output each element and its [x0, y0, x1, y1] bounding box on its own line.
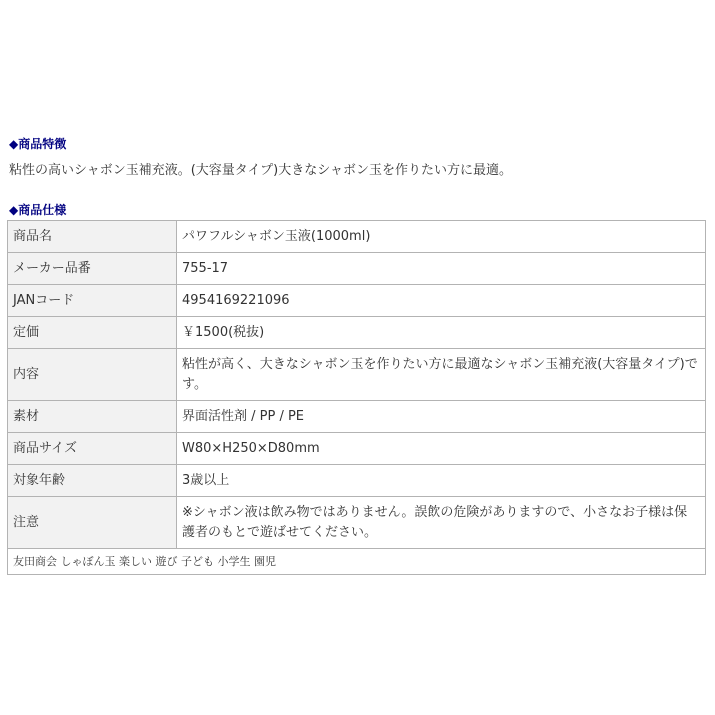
- table-row: [8, 253, 706, 285]
- spec-value-maker-part-number: 755-17: [177, 253, 706, 285]
- spec-label-contents: 内容: [8, 349, 177, 401]
- spec-value-caution: ※シャボン液は飲み物ではありません。誤飲の危険がありますので、小さなお子様は保護者のもとで遊ばせてください。: [177, 497, 706, 549]
- spec-label-jan-code: JANコード: [8, 285, 177, 317]
- spec-value-jan-code: 4954169221096: [177, 285, 706, 317]
- spec-value-product-name: パワフルシャボン玉液(1000ml): [177, 221, 706, 253]
- table-row: [8, 549, 706, 575]
- table-row: [8, 465, 706, 497]
- spec-label-material: 素材: [8, 401, 177, 433]
- spec-value-contents: 粘性が高く、大きなシャボン玉を作りたい方に最適なシャボン玉補充液(大容量タイプ)です。: [177, 349, 706, 401]
- specs-heading: ◆商品仕様: [9, 203, 67, 217]
- spec-value-product-size: W80×H250×D80mm: [177, 433, 706, 465]
- spec-label-list-price: 定価: [8, 317, 177, 349]
- features-description: 粘性の高いシャボン玉補充液。(大容量タイプ)大きなシャボン玉を作りたい方に最適。: [9, 163, 512, 178]
- spec-value-list-price: ￥1500(税抜): [177, 317, 706, 349]
- table-row: [8, 433, 706, 465]
- features-heading: ◆商品特徴: [9, 137, 67, 151]
- table-row: [8, 349, 706, 401]
- spec-table: [7, 220, 706, 575]
- table-row: [8, 285, 706, 317]
- spec-label-product-size: 商品サイズ: [8, 433, 177, 465]
- spec-label-target-age: 対象年齢: [8, 465, 177, 497]
- table-row: [8, 221, 706, 253]
- spec-label-product-name: 商品名: [8, 221, 177, 253]
- spec-label-caution: 注意: [8, 497, 177, 549]
- table-row: [8, 497, 706, 549]
- table-row: [8, 401, 706, 433]
- spec-value-target-age: 3歳以上: [177, 465, 706, 497]
- spec-value-material: 界面活性剤 / PP / PE: [177, 401, 706, 433]
- spec-label-maker-part-number: メーカー品番: [8, 253, 177, 285]
- keywords-text: 友田商会 しゃぼん玉 楽しい 遊び 子ども 小学生 園児: [8, 549, 706, 575]
- table-row: [8, 317, 706, 349]
